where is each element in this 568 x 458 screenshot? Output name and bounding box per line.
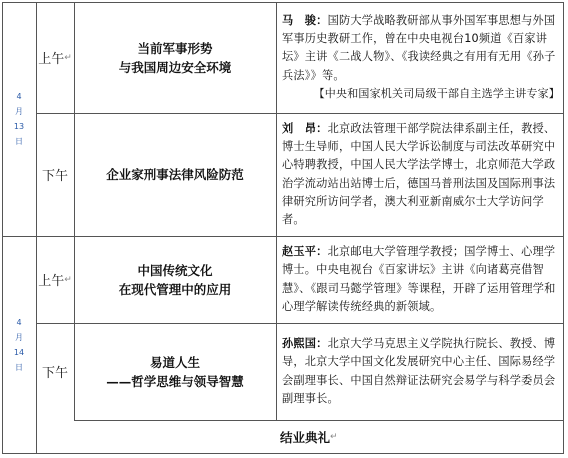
date-char: 4 [16,318,22,327]
course-title-line: 与我国周边安全环境 [118,59,232,75]
course-title-line: 在现代管理中的应用 [118,281,232,297]
speaker-bio-cell [276,113,564,236]
course-title-line: 中国传统文化 [137,262,213,278]
course-title-cell [74,323,276,420]
date-char: 日 [15,137,23,146]
speaker-name: 赵玉平： [282,245,328,259]
speaker-name: 孙熙国： [282,337,328,351]
period-cell: 下午 [41,169,68,184]
speaker-bio-cell [276,323,564,420]
date-cell-day2 [2,236,36,454]
speaker-bio-cell [276,2,564,113]
course-title-line: 易道人生 [149,354,200,370]
date-char: 14 [13,348,25,357]
course-title-cell [74,2,276,113]
date-char: 月 [15,107,23,116]
speaker-name: 刘 昂： [282,121,328,135]
course-title-cell [74,236,276,323]
speaker-name: 马 骏： [282,13,328,27]
speaker-bio-cell [276,236,564,323]
speaker-bio: 北京政法管理干部学院法律系副主任，教授、博士生导师，中国人民大学诉讼制度与司法改革研究中心特聘教授，中国人民大学法学博士，北京师范大学政治学流动站出站博士后，德国马普刑法国及国际刑事法律研究所访问学者，澳大利亚新南威尔士大学访问学者。 [282,121,556,226]
closing-ceremony-label: 结业典礼 [280,430,331,445]
closing-ceremony-cell: 结业典礼 ↵ [280,430,338,445]
period-cell: 下午 [41,366,68,381]
date-char: 4 [16,92,22,101]
course-title-line: 当前军事形势 [137,40,213,56]
date-cell-day1 [2,2,36,236]
speaker-bio: 北京邮电大学管理学教授；国学博士、心理学博士。中央电视台《百家讲坛》主讲《向诸葛亮借智慧》、《跟司马懿学管理》等课程，开辟了运用管理学和心理学解读传统经典的新领域。 [282,245,556,313]
course-title-line: 企业家刑事法律风险防范 [106,167,244,182]
course-title-cell [74,113,276,236]
period-cell: 上午 ↵ [38,52,72,67]
date-char: 日 [15,363,23,372]
date-char: 月 [15,333,23,342]
schedule-table [2,2,564,454]
course-title-line: ——哲学思维与领导智慧 [106,373,244,389]
speaker-note: 【中央和国家机关司局级干部自主选学主讲专家】 [313,86,560,100]
speaker-bio: 国防大学战略教研部从事外国军事思想与外国军事历史教研工作，曾在中央电视台10频道《百家讲坛》主讲《二战人物》、《我读经典之有用有无用《孙子兵法》》等。 [282,13,556,82]
period-cell: 上午 ↵ [38,274,72,289]
date-char: 13 [13,122,25,131]
speaker-bio: 北京大学马克思主义学院执行院长、教授、博导，北京大学中国文化发展研究中心主任、国际易经学会副理事长、中国自然辩证法研究会易学与科学委员会副理事长。 [282,337,556,405]
